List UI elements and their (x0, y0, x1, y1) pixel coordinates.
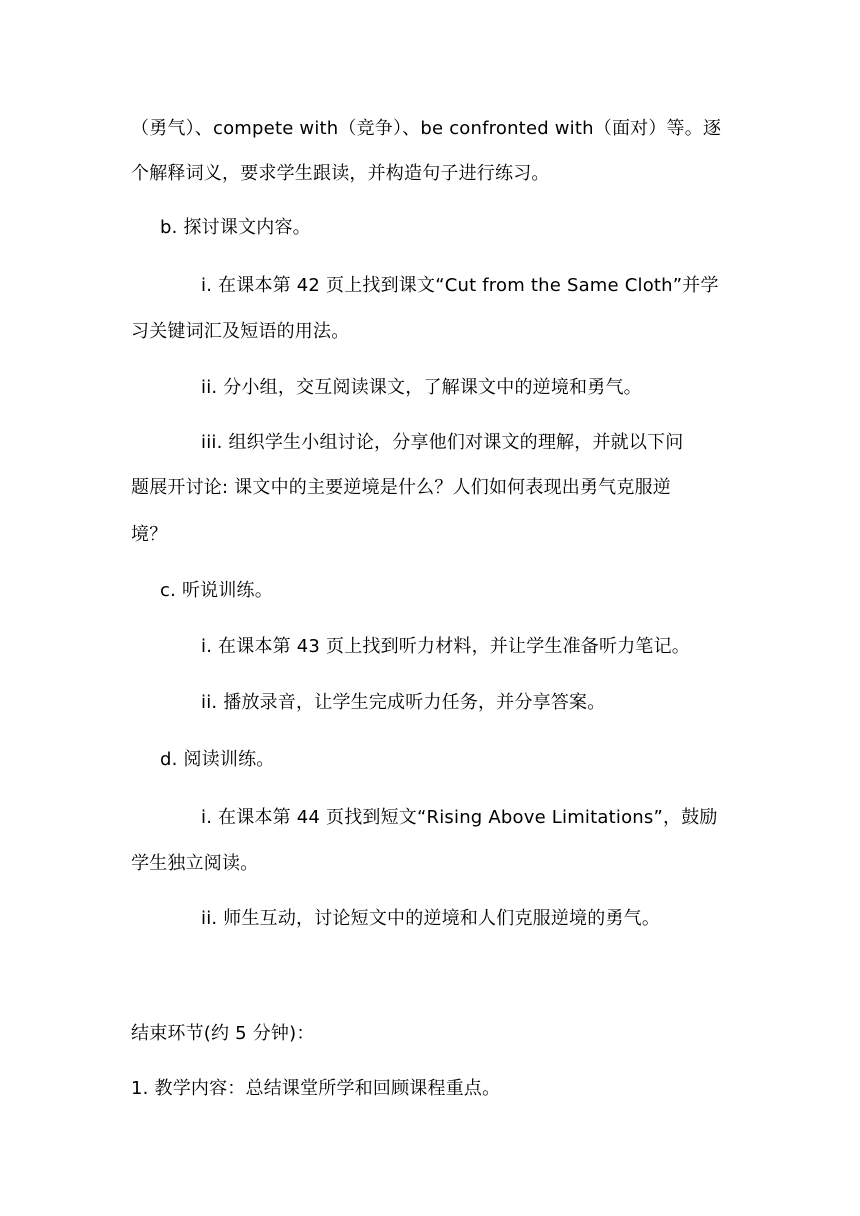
text-line: ii. 播放录音，让学生完成听力任务，并分享答案。 (201, 692, 606, 713)
text-line: i. 在课本第 43 页上找到听力材料，并让学生准备听力笔记。 (201, 636, 690, 657)
text-line: i. 在课本第 42 页上找到课文“Cut from the Same Cloth”并学 (201, 275, 719, 296)
text-line: 习关键词汇及短语的用法。 (131, 321, 350, 342)
text-line: 题展开讨论: 课文中的主要逆境是什么？人们如何表现出勇气克服逆 (131, 477, 671, 498)
text-line: 境？ (131, 524, 168, 545)
text-line: 个解释词义，要求学生跟读，并构造句子进行练习。 (131, 163, 550, 184)
section-heading: 结束环节(约 5 分钟)： (131, 1023, 315, 1044)
text-line: 学生独立阅读。 (131, 853, 259, 874)
text-line: b. 探讨课文内容。 (160, 217, 311, 238)
text-line: ii. 师生互动，讨论短文中的逆境和人们克服逆境的勇气。 (201, 908, 661, 929)
text-line: iii. 组织学生小组讨论，分享他们对课文的理解，并就以下问 (201, 432, 684, 453)
text-line: ii. 分小组，交互阅读课文，了解课文中的逆境和勇气。 (201, 377, 642, 398)
text-line: i. 在课本第 44 页找到短文“Rising Above Limitations”，鼓励 (201, 807, 718, 828)
text-line: （勇气）、compete with（竞争）、be confronted with（面对）等。逐 (131, 118, 722, 139)
text-line: 1. 教学内容：总结课堂所学和回顾课程重点。 (131, 1078, 501, 1099)
text-line: d. 阅读训练。 (160, 749, 275, 770)
text-line: c. 听说训练。 (160, 580, 273, 601)
